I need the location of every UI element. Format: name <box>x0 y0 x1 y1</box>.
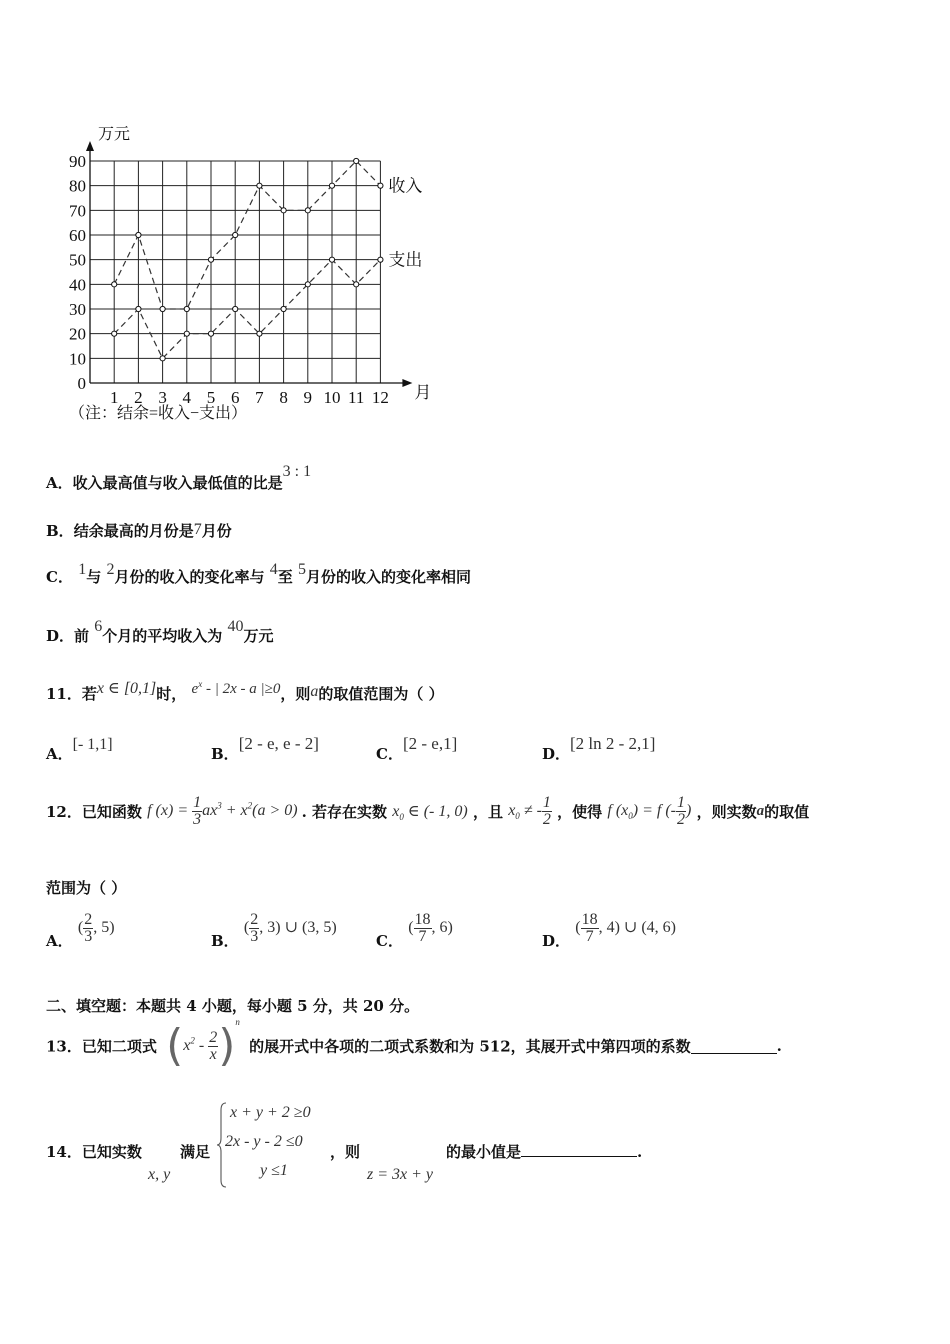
math-sub: 0 <box>515 811 520 822</box>
fraction-num: 2 <box>209 1028 218 1046</box>
x-tick-label: 9 <box>303 388 313 407</box>
y-tick-label: 60 <box>69 226 86 245</box>
fraction <box>581 912 599 945</box>
option-math <box>243 911 337 945</box>
fraction-num: 18 <box>581 911 598 928</box>
function-math <box>147 794 301 828</box>
series-label: 收入 <box>388 176 423 196</box>
data-point <box>354 158 359 163</box>
option-text: 个月的平均收入为 <box>102 627 223 645</box>
option-text: 月份的收入的变化率相同 <box>305 568 471 586</box>
math-part: ≠ - <box>519 802 542 820</box>
fraction-num: 2 <box>250 911 259 928</box>
option-math: 5 <box>297 561 306 578</box>
x-axis-label: 月 <box>414 383 432 402</box>
data-point <box>305 208 310 213</box>
section-2-title <box>46 995 419 1016</box>
question-14-number <box>46 1141 142 1162</box>
data-point <box>329 183 334 188</box>
question-number: 14．已知实数 <box>46 1143 142 1161</box>
option-math: 6 <box>94 618 103 635</box>
fraction-den: 3 <box>84 928 93 945</box>
option-math: 40 <box>227 618 244 635</box>
answer-blank[interactable] <box>521 1142 637 1157</box>
fraction-den: x <box>209 1045 217 1063</box>
x0-range-math <box>392 802 468 823</box>
math-base: e <box>191 681 199 697</box>
fraction <box>676 795 686 828</box>
data-point <box>257 183 262 188</box>
question-11 <box>46 679 444 704</box>
option-text: 结余最高的月份是 <box>73 522 194 540</box>
question-text: 的取值范围为（ ） <box>318 685 444 703</box>
fraction-den: 2 <box>542 811 551 828</box>
data-point <box>378 257 383 262</box>
fraction-num: 18 <box>414 911 431 928</box>
fraction <box>192 795 202 828</box>
question-text: 时， <box>156 685 187 703</box>
math-part: ( <box>408 919 414 937</box>
inequality-math <box>192 681 281 697</box>
q14-text-satisfy <box>180 1141 210 1162</box>
data-point <box>136 232 141 237</box>
y-tick-label: 30 <box>69 300 86 319</box>
option-label: D． <box>542 745 571 763</box>
option-math: 2 <box>106 561 115 578</box>
option-math: [2 - e,1] <box>402 734 458 753</box>
variable-math: a <box>756 803 765 819</box>
data-point <box>208 257 213 262</box>
math-sup: x <box>198 679 203 689</box>
q11-option-c[interactable] <box>376 734 458 764</box>
question-text: . 若存在实数 <box>301 803 388 821</box>
data-point <box>354 282 359 287</box>
option-math <box>575 911 676 945</box>
question-13 <box>46 1017 782 1071</box>
math-part: ( <box>575 919 581 937</box>
option-label: A． <box>46 932 73 950</box>
data-point <box>160 356 165 361</box>
y-tick-label: 10 <box>69 349 86 369</box>
option-label: C． <box>46 568 73 586</box>
q14-vars-math: x, y <box>148 1166 171 1183</box>
fraction-den: 2 <box>677 811 685 828</box>
y-tick-label: 80 <box>69 176 86 196</box>
option-label: B． <box>46 522 74 540</box>
option-label: A． <box>46 745 73 763</box>
q12-option-c[interactable] <box>376 911 453 950</box>
fraction-den: 3 <box>193 811 202 828</box>
math-part: ( <box>243 919 250 937</box>
condition-math: x ∈ [0,1] <box>96 680 157 697</box>
math-part: + x <box>221 802 248 820</box>
q14-text-then <box>330 1141 360 1162</box>
option-math <box>408 911 453 945</box>
option-text: 收入最高值与收入最低值的比是 <box>72 474 283 492</box>
question-text: ，使得 <box>557 803 603 821</box>
math-sup: 3 <box>217 800 222 811</box>
neq-math <box>508 794 552 828</box>
x-tick-label: 11 <box>348 388 365 407</box>
math-part: ) <box>686 802 692 820</box>
option-label: C． <box>376 932 403 950</box>
option-label: B． <box>211 745 239 763</box>
data-point <box>208 331 213 336</box>
data-point <box>329 257 334 262</box>
chart-note: （注：结余=收入−支出） <box>69 405 248 422</box>
math-part: (a > 0) <box>252 802 298 820</box>
math-part: , 3) ∪ (3, 5) <box>259 919 337 937</box>
fraction-num: 1 <box>542 794 551 811</box>
math-part: f (x) = <box>147 802 189 820</box>
q12-line-2 <box>46 877 126 898</box>
question-text: . <box>776 1037 782 1055</box>
data-point <box>112 282 117 287</box>
binomial-math <box>162 1017 244 1071</box>
fraction-num: 2 <box>84 911 93 928</box>
y-axis-label: 万元 <box>98 126 131 143</box>
math-part: ( <box>77 919 84 937</box>
system-line-1: x + y + 2 ≥0 <box>230 1104 311 1121</box>
math-part: , 4) ∪ (4, 6) <box>598 919 676 937</box>
question-text: . <box>637 1143 643 1161</box>
option-label: C． <box>376 745 403 763</box>
math-sup: 2 <box>247 800 253 811</box>
question-text: ，则实数 <box>696 803 757 821</box>
option-label: D． <box>542 932 571 950</box>
q14-text-min <box>446 1141 642 1162</box>
data-point <box>112 331 117 336</box>
q10-option-a[interactable] <box>46 463 312 493</box>
question-text: ，则 <box>280 685 311 703</box>
section-title-text: 二、填空题：本题共 4 小题，每小题 5 分，共 20 分。 <box>46 997 420 1015</box>
x-tick-label: 1 <box>109 388 119 407</box>
option-text: 万元 <box>243 627 274 645</box>
fraction <box>414 912 432 945</box>
q10-option-c[interactable] <box>46 561 471 587</box>
question-text: ，则 <box>330 1143 361 1161</box>
q12-option-d[interactable] <box>542 911 676 950</box>
option-text: 前 <box>74 627 90 645</box>
data-point <box>257 331 262 336</box>
math-part: ∈ (- 1, 0) <box>403 802 468 820</box>
question-number: 13．已知二项式 <box>46 1037 157 1056</box>
data-point <box>160 306 165 311</box>
option-math <box>77 911 115 945</box>
x-tick-label: 2 <box>134 388 143 407</box>
option-text: 月份的收入的变化率与 <box>114 568 265 586</box>
question-text: 的最小值是 <box>446 1143 522 1161</box>
x-tick-label: 3 <box>158 388 167 407</box>
x-axis-arrow <box>402 379 412 387</box>
math-part: x <box>508 802 516 820</box>
x-tick-label: 6 <box>230 388 240 407</box>
math-part: x <box>392 802 400 820</box>
question-number: 11．若 <box>46 685 97 703</box>
option-label: B． <box>211 932 239 950</box>
x-tick-label: 8 <box>279 388 288 407</box>
fraction-den: 7 <box>418 928 427 945</box>
math-part: , 5) <box>93 919 115 937</box>
fraction-den: 3 <box>250 928 259 945</box>
y-tick-label: 40 <box>69 275 86 295</box>
y-tick-label: 20 <box>69 324 86 344</box>
question-text: 的取值 <box>764 803 810 821</box>
q11-option-d[interactable] <box>542 734 656 764</box>
option-text-2: 月份 <box>201 522 232 540</box>
option-math: [2 ln 2 - 2,1] <box>570 734 656 753</box>
q12-option-b[interactable] <box>211 911 337 950</box>
option-math: 3 : 1 <box>282 463 312 480</box>
equation-math <box>607 794 692 828</box>
y-tick-label: 70 <box>69 201 86 221</box>
data-point <box>184 331 189 336</box>
data-point <box>136 306 141 311</box>
option-math: 1 <box>78 561 87 578</box>
series-label: 支出 <box>388 250 423 270</box>
option-text: 至 <box>277 568 293 586</box>
fraction <box>542 795 552 828</box>
question-text: ，且 <box>472 803 503 821</box>
math-part: , 6) <box>431 919 453 937</box>
math-part: ax <box>202 802 218 820</box>
q14-z-math: z = 3x + y <box>367 1166 434 1183</box>
fraction-num: 1 <box>677 794 685 811</box>
fraction <box>249 912 259 945</box>
fraction-num: 1 <box>193 794 202 811</box>
q10-option-d[interactable] <box>46 618 274 646</box>
data-point <box>233 306 238 311</box>
y-tick-label: 50 <box>69 250 86 270</box>
income-expense-chart <box>55 115 455 435</box>
math-part: x <box>183 1037 191 1054</box>
option-math: 4 <box>269 561 278 578</box>
q10-option-b[interactable] <box>46 520 232 541</box>
math-sub: 0 <box>399 812 404 823</box>
option-math: [2 - e, e - 2] <box>238 734 319 753</box>
variable-math: a <box>310 683 319 700</box>
option-text: 与 <box>86 568 102 586</box>
math-sup: n <box>235 1017 240 1028</box>
data-point <box>281 208 286 213</box>
q14-system <box>216 1102 336 1188</box>
system-line-3: y ≤1 <box>260 1162 288 1179</box>
math-part: - <box>194 1037 205 1054</box>
q11-option-b[interactable] <box>211 734 319 764</box>
y-tick-label: 90 <box>69 152 86 171</box>
system-line-2: 2x - y - 2 ≤0 <box>225 1133 303 1150</box>
y-tick-label: 0 <box>77 374 86 393</box>
data-point <box>281 306 286 311</box>
math-part: ) = f (- <box>632 802 676 820</box>
data-point <box>184 306 189 311</box>
question-12 <box>46 795 926 828</box>
data-point <box>378 183 383 188</box>
x-tick-label: 5 <box>206 388 216 407</box>
q12-option-a[interactable] <box>46 911 115 950</box>
question-text: 的展开式中各项的二项式系数和为 512，其展开式中第四项的系数 <box>249 1037 691 1056</box>
math-part: f (x <box>607 802 629 820</box>
question-number: 12．已知函数 <box>46 803 142 821</box>
left-paren: ( <box>166 1020 184 1071</box>
y-axis-arrow <box>86 141 94 151</box>
data-point <box>233 232 238 237</box>
option-math: 7 <box>193 521 202 538</box>
chart-svg <box>55 115 455 435</box>
option-label: D． <box>46 627 75 645</box>
q11-option-a[interactable] <box>46 736 113 764</box>
answer-blank[interactable] <box>691 1039 777 1054</box>
question-text: 满足 <box>180 1143 211 1161</box>
fraction-den: 7 <box>585 928 594 945</box>
option-label: A． <box>46 474 73 492</box>
math-sup: 2 <box>190 1035 195 1046</box>
x-tick-label: 10 <box>323 388 341 407</box>
x-tick-label: 12 <box>371 388 389 407</box>
option-math: [- 1,1] <box>72 736 113 753</box>
x-tick-label: 4 <box>182 388 192 407</box>
x-tick-label: 7 <box>255 388 264 407</box>
question-text: 范围为（ ） <box>46 879 127 897</box>
data-point <box>305 282 310 287</box>
fraction <box>208 1030 218 1063</box>
right-paren: ) <box>218 1020 236 1071</box>
math-sub: 0 <box>628 811 633 822</box>
math-rest: - | 2x - a |≥0 <box>202 681 281 697</box>
fraction <box>83 912 93 945</box>
